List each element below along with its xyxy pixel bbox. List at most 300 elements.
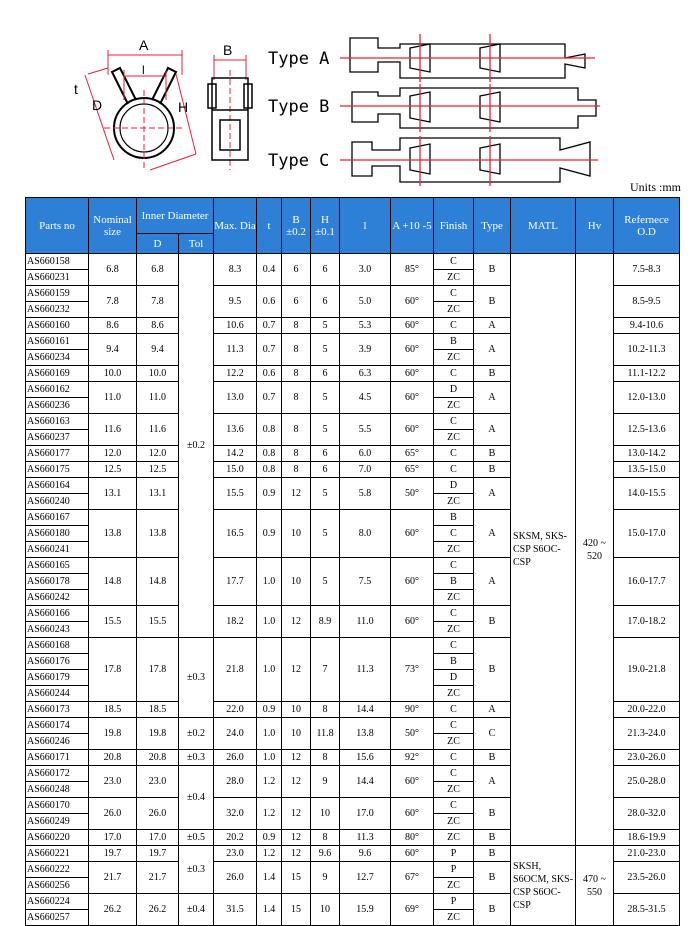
b-cell: 15 — [282, 862, 311, 894]
h-cell: 5 — [311, 334, 340, 366]
material-cell: SKSM, SKS-CSP S6OC-CSP — [511, 254, 576, 846]
type-b-label: Type B — [268, 97, 330, 117]
max-dia-cell: 14.2 — [214, 446, 257, 462]
angle-cell: 67° — [391, 862, 434, 894]
thickness-cell: 1.2 — [257, 798, 282, 830]
inner-d-cell: 18.5 — [137, 702, 179, 718]
part-number-cell: AS660224 — [26, 894, 89, 910]
finish-cell: B — [434, 510, 474, 526]
finish-cell: ZC — [434, 430, 474, 446]
h-cell: 10 — [311, 798, 340, 830]
b-cell: 10 — [282, 702, 311, 718]
reference-od-cell: 9.4-10.6 — [614, 318, 680, 334]
finish-cell: C — [434, 558, 474, 574]
nominal-size-cell: 14.8 — [89, 558, 137, 606]
thickness-cell: 0.7 — [257, 318, 282, 334]
b-cell: 6 — [282, 286, 311, 318]
max-dia-cell: 13.6 — [214, 414, 257, 446]
finish-cell: D — [434, 670, 474, 686]
part-number-cell: AS660171 — [26, 750, 89, 766]
max-dia-cell: 9.5 — [214, 286, 257, 318]
type-cell: B — [474, 894, 511, 926]
reference-od-cell: 11.1-12.2 — [614, 366, 680, 382]
angle-cell: 60° — [391, 846, 434, 862]
angle-cell: 50° — [391, 478, 434, 510]
type-cell: B — [474, 254, 511, 286]
type-a-strip — [340, 34, 595, 82]
finish-cell: C — [434, 750, 474, 766]
inner-d-cell: 23.0 — [137, 766, 179, 798]
h-cell: 6 — [311, 286, 340, 318]
max-dia-cell: 12.2 — [214, 366, 257, 382]
b-cell: 15 — [282, 894, 311, 926]
part-number-cell: AS660173 — [26, 702, 89, 718]
finish-cell: ZC — [434, 270, 474, 286]
finish-cell: C — [434, 414, 474, 430]
h-cell: 5 — [311, 382, 340, 414]
clamp-technical-drawing — [0, 0, 699, 190]
b-cell: 10 — [282, 510, 311, 558]
thickness-cell: 0.7 — [257, 382, 282, 414]
type-cell: A — [474, 766, 511, 798]
b-cell: 12 — [282, 766, 311, 798]
dim-label-l: l — [142, 63, 145, 77]
nominal-size-cell: 6.8 — [89, 254, 137, 286]
type-cell: A — [474, 702, 511, 718]
type-c-strip — [340, 136, 598, 186]
reference-od-cell: 17.0-18.2 — [614, 606, 680, 638]
h-cell: 9.6 — [311, 846, 340, 862]
type-cell: B — [474, 862, 511, 894]
inner-d-cell: 8.6 — [137, 318, 179, 334]
finish-cell: C — [434, 318, 474, 334]
col-parts-no: Parts no — [26, 198, 89, 254]
finish-cell: P — [434, 862, 474, 878]
nominal-size-cell: 23.0 — [89, 766, 137, 798]
h-cell: 7 — [311, 638, 340, 702]
b-cell: 10 — [282, 558, 311, 606]
table-body — [26, 254, 680, 926]
finish-cell: ZC — [434, 814, 474, 830]
finish-cell: ZC — [434, 398, 474, 414]
max-dia-cell: 10.6 — [214, 318, 257, 334]
part-number-cell: AS660166 — [26, 606, 89, 622]
l-cell: 3.0 — [340, 254, 391, 286]
angle-cell: 73° — [391, 638, 434, 702]
col-b: B ±0.2 — [282, 198, 311, 254]
angle-cell: 60° — [391, 510, 434, 558]
thickness-cell: 0.8 — [257, 462, 282, 478]
finish-cell: C — [434, 798, 474, 814]
type-cell: B — [474, 446, 511, 462]
h-cell: 10 — [311, 894, 340, 926]
max-dia-cell: 28.0 — [214, 766, 257, 798]
hardness-cell: 470 ~ 550 — [576, 846, 614, 926]
finish-cell: B — [434, 574, 474, 590]
col-hv: Hv — [576, 198, 614, 254]
angle-cell: 90° — [391, 702, 434, 718]
finish-cell: ZC — [434, 350, 474, 366]
reference-od-cell: 23.0-26.0 — [614, 750, 680, 766]
part-number-cell: AS660248 — [26, 782, 89, 798]
type-cell: B — [474, 830, 511, 846]
type-cell: B — [474, 366, 511, 382]
tolerance-cell: ±0.4 — [179, 894, 214, 926]
part-number-cell: AS660174 — [26, 718, 89, 734]
h-cell: 9 — [311, 766, 340, 798]
tolerance-cell: ±0.3 — [179, 846, 214, 894]
h-cell: 8 — [311, 702, 340, 718]
nominal-size-cell: 8.6 — [89, 318, 137, 334]
angle-cell: 60° — [391, 558, 434, 606]
type-cell: A — [474, 334, 511, 366]
inner-d-cell: 21.7 — [137, 862, 179, 894]
dim-label-h: H — [178, 99, 189, 115]
l-cell: 6.3 — [340, 366, 391, 382]
finish-cell: ZC — [434, 830, 474, 846]
l-cell: 3.9 — [340, 334, 391, 366]
h-cell: 11.8 — [311, 718, 340, 750]
l-cell: 12.7 — [340, 862, 391, 894]
inner-d-cell: 15.5 — [137, 606, 179, 638]
reference-od-cell: 21.0-23.0 — [614, 846, 680, 862]
angle-cell: 85° — [391, 254, 434, 286]
inner-d-cell: 12.0 — [137, 446, 179, 462]
l-cell: 15.9 — [340, 894, 391, 926]
finish-cell: C — [434, 718, 474, 734]
l-cell: 7.5 — [340, 558, 391, 606]
reference-od-cell: 12.5-13.6 — [614, 414, 680, 446]
max-dia-cell: 20.2 — [214, 830, 257, 846]
part-number-cell: AS660165 — [26, 558, 89, 574]
reference-od-cell: 25.0-28.0 — [614, 766, 680, 798]
dim-label-a: A — [139, 37, 149, 53]
col-finish: Finish — [434, 198, 474, 254]
part-number-cell: AS660169 — [26, 366, 89, 382]
part-number-cell: AS660159 — [26, 286, 89, 302]
b-cell: 8 — [282, 446, 311, 462]
nominal-size-cell: 12.0 — [89, 446, 137, 462]
h-cell: 9 — [311, 862, 340, 894]
angle-cell: 65° — [391, 462, 434, 478]
thickness-cell: 1.4 — [257, 862, 282, 894]
b-cell: 12 — [282, 846, 311, 862]
tolerance-cell: ±0.2 — [179, 254, 214, 638]
reference-od-cell: 15.0-17.0 — [614, 510, 680, 558]
angle-cell: 80° — [391, 830, 434, 846]
part-number-cell: AS660167 — [26, 510, 89, 526]
nominal-size-cell: 26.0 — [89, 798, 137, 830]
tolerance-cell: ±0.3 — [179, 750, 214, 766]
finish-cell: ZC — [434, 590, 474, 606]
inner-d-cell: 11.0 — [137, 382, 179, 414]
thickness-cell: 0.6 — [257, 286, 282, 318]
inner-d-cell: 9.4 — [137, 334, 179, 366]
h-cell: 5 — [311, 318, 340, 334]
l-cell: 5.0 — [340, 286, 391, 318]
h-cell: 6 — [311, 462, 340, 478]
inner-d-cell: 19.7 — [137, 846, 179, 862]
b-cell: 12 — [282, 478, 311, 510]
nominal-size-cell: 17.8 — [89, 638, 137, 702]
max-dia-cell: 13.0 — [214, 382, 257, 414]
tolerance-cell: ±0.2 — [179, 718, 214, 750]
finish-cell: ZC — [434, 302, 474, 318]
part-number-cell: AS660244 — [26, 686, 89, 702]
finish-cell: B — [434, 654, 474, 670]
thickness-cell: 0.9 — [257, 478, 282, 510]
b-cell: 8 — [282, 382, 311, 414]
type-labels — [268, 49, 329, 171]
max-dia-cell: 31.5 — [214, 894, 257, 926]
h-cell: 6 — [311, 446, 340, 462]
tolerance-cell: ±0.4 — [179, 766, 214, 830]
thickness-cell: 1.2 — [257, 766, 282, 798]
inner-d-cell: 7.8 — [137, 286, 179, 318]
max-dia-cell: 26.0 — [214, 750, 257, 766]
finish-cell: ZC — [434, 686, 474, 702]
finish-cell: C — [434, 638, 474, 654]
part-number-cell: AS660162 — [26, 382, 89, 398]
angle-cell: 60° — [391, 334, 434, 366]
nominal-size-cell: 19.8 — [89, 718, 137, 750]
part-number-cell: AS660164 — [26, 478, 89, 494]
l-cell: 17.0 — [340, 798, 391, 830]
reference-od-cell: 12.0-13.0 — [614, 382, 680, 414]
h-cell: 5 — [311, 558, 340, 606]
nominal-size-cell: 18.5 — [89, 702, 137, 718]
inner-d-cell: 12.5 — [137, 462, 179, 478]
thickness-cell: 1.0 — [257, 638, 282, 702]
l-cell: 11.3 — [340, 830, 391, 846]
b-cell: 12 — [282, 606, 311, 638]
max-dia-cell: 26.0 — [214, 862, 257, 894]
col-tol: Tol — [179, 234, 214, 254]
thickness-cell: 0.6 — [257, 366, 282, 382]
thickness-cell: 1.0 — [257, 606, 282, 638]
l-cell: 15.6 — [340, 750, 391, 766]
l-cell: 5.3 — [340, 318, 391, 334]
nominal-size-cell: 17.0 — [89, 830, 137, 846]
part-number-cell: AS660161 — [26, 334, 89, 350]
b-cell: 8 — [282, 318, 311, 334]
thickness-cell: 0.4 — [257, 254, 282, 286]
col-h: H ±0.1 — [311, 198, 340, 254]
reference-od-cell: 13.0-14.2 — [614, 446, 680, 462]
col-l: l — [340, 198, 391, 254]
type-cell: B — [474, 846, 511, 862]
nominal-size-cell: 26.2 — [89, 894, 137, 926]
angle-cell: 60° — [391, 318, 434, 334]
nominal-size-cell: 12.5 — [89, 462, 137, 478]
finish-cell: C — [434, 766, 474, 782]
dim-label-d: D — [92, 97, 103, 113]
h-cell: 5 — [311, 414, 340, 446]
h-cell: 8 — [311, 750, 340, 766]
nominal-size-cell: 19.7 — [89, 846, 137, 862]
l-cell: 14.4 — [340, 702, 391, 718]
h-cell: 5 — [311, 478, 340, 510]
table-row — [26, 846, 680, 862]
type-c-label: Type C — [268, 151, 330, 171]
b-cell: 8 — [282, 462, 311, 478]
inner-d-cell: 17.0 — [137, 830, 179, 846]
reference-od-cell: 18.6-19.9 — [614, 830, 680, 846]
finish-cell: C — [434, 446, 474, 462]
part-number-cell: AS660178 — [26, 574, 89, 590]
nominal-size-cell: 11.6 — [89, 414, 137, 446]
finish-cell: ZC — [434, 910, 474, 926]
max-dia-cell: 32.0 — [214, 798, 257, 830]
inner-d-cell: 6.8 — [137, 254, 179, 286]
finish-cell: ZC — [434, 878, 474, 894]
col-max-dia: Max. Dia — [214, 198, 257, 254]
type-cell: A — [474, 414, 511, 446]
max-dia-cell: 21.8 — [214, 638, 257, 702]
l-cell: 14.4 — [340, 766, 391, 798]
parts-spec-table — [25, 197, 680, 926]
part-number-cell: AS660176 — [26, 654, 89, 670]
part-number-cell: AS660177 — [26, 446, 89, 462]
reference-od-cell: 7.5-8.3 — [614, 254, 680, 286]
b-cell: 12 — [282, 830, 311, 846]
max-dia-cell: 17.7 — [214, 558, 257, 606]
max-dia-cell: 23.0 — [214, 846, 257, 862]
finish-cell: P — [434, 846, 474, 862]
angle-cell: 60° — [391, 382, 434, 414]
angle-cell: 60° — [391, 606, 434, 638]
reference-od-cell: 28.5-31.5 — [614, 894, 680, 926]
finish-cell: D — [434, 478, 474, 494]
h-cell: 5 — [311, 510, 340, 558]
finish-cell: P — [434, 894, 474, 910]
type-cell: B — [474, 750, 511, 766]
thickness-cell: 1.2 — [257, 846, 282, 862]
angle-cell: 60° — [391, 766, 434, 798]
inner-d-cell: 10.0 — [137, 366, 179, 382]
type-cell: B — [474, 286, 511, 318]
l-cell: 8.0 — [340, 510, 391, 558]
max-dia-cell: 15.0 — [214, 462, 257, 478]
nominal-size-cell: 13.1 — [89, 478, 137, 510]
nominal-size-cell: 20.8 — [89, 750, 137, 766]
dim-label-b: B — [223, 42, 233, 58]
type-a-label: Type A — [268, 49, 330, 69]
reference-od-cell: 13.5-15.0 — [614, 462, 680, 478]
angle-cell: 50° — [391, 718, 434, 750]
reference-od-cell: 16.0-17.7 — [614, 558, 680, 606]
finish-cell: ZC — [434, 782, 474, 798]
part-number-cell: AS660163 — [26, 414, 89, 430]
dim-label-t: t — [74, 81, 78, 97]
reference-od-cell: 28.0-32.0 — [614, 798, 680, 830]
thickness-cell: 0.9 — [257, 830, 282, 846]
part-number-cell: AS660241 — [26, 542, 89, 558]
part-number-cell: AS660168 — [26, 638, 89, 654]
units-label: Units :mm — [629, 180, 681, 194]
l-cell: 7.0 — [340, 462, 391, 478]
finish-cell: C — [434, 606, 474, 622]
finish-cell: C — [434, 526, 474, 542]
max-dia-cell: 22.0 — [214, 702, 257, 718]
hardness-cell: 420 ~ 520 — [576, 254, 614, 846]
nominal-size-cell: 9.4 — [89, 334, 137, 366]
part-number-cell: AS660179 — [26, 670, 89, 686]
nominal-size-cell: 7.8 — [89, 286, 137, 318]
col-inner-diameter: Inner Diameter — [137, 198, 214, 234]
part-number-cell: AS660220 — [26, 830, 89, 846]
type-cell: A — [474, 478, 511, 510]
part-number-cell: AS660222 — [26, 862, 89, 878]
part-number-cell: AS660257 — [26, 910, 89, 926]
col-type: Type — [474, 198, 511, 254]
l-cell: 5.8 — [340, 478, 391, 510]
inner-d-cell: 19.8 — [137, 718, 179, 750]
table-header — [26, 198, 680, 254]
l-cell: 11.3 — [340, 638, 391, 702]
inner-d-cell: 14.8 — [137, 558, 179, 606]
type-cell: B — [474, 638, 511, 702]
finish-cell: D — [434, 382, 474, 398]
reference-od-cell: 10.2-11.3 — [614, 334, 680, 366]
angle-cell: 69° — [391, 894, 434, 926]
l-cell: 4.5 — [340, 382, 391, 414]
type-cell: B — [474, 462, 511, 478]
part-number-cell: AS660170 — [26, 798, 89, 814]
part-number-cell: AS660243 — [26, 622, 89, 638]
finish-cell: C — [434, 286, 474, 302]
part-number-cell: AS660172 — [26, 766, 89, 782]
max-dia-cell: 18.2 — [214, 606, 257, 638]
finish-cell: C — [434, 702, 474, 718]
tolerance-cell: ±0.3 — [179, 638, 214, 718]
h-cell: 8.9 — [311, 606, 340, 638]
h-cell: 6 — [311, 254, 340, 286]
part-number-cell: AS660246 — [26, 734, 89, 750]
part-number-cell: AS660256 — [26, 878, 89, 894]
thickness-cell: 0.8 — [257, 446, 282, 462]
b-cell: 12 — [282, 750, 311, 766]
nominal-size-cell: 11.0 — [89, 382, 137, 414]
type-cell: A — [474, 510, 511, 558]
thickness-cell: 1.4 — [257, 894, 282, 926]
max-dia-cell: 24.0 — [214, 718, 257, 750]
thickness-cell: 0.8 — [257, 414, 282, 446]
type-cell: C — [474, 718, 511, 750]
part-number-cell: AS660234 — [26, 350, 89, 366]
finish-cell: ZC — [434, 734, 474, 750]
part-number-cell: AS660240 — [26, 494, 89, 510]
part-number-cell: AS660221 — [26, 846, 89, 862]
part-number-cell: AS660232 — [26, 302, 89, 318]
max-dia-cell: 8.3 — [214, 254, 257, 286]
thickness-cell: 0.7 — [257, 334, 282, 366]
thickness-cell: 1.0 — [257, 718, 282, 750]
l-cell: 11.0 — [340, 606, 391, 638]
angle-cell: 60° — [391, 414, 434, 446]
nominal-size-cell: 15.5 — [89, 606, 137, 638]
b-cell: 8 — [282, 334, 311, 366]
thickness-cell: 1.0 — [257, 750, 282, 766]
l-cell: 13.8 — [340, 718, 391, 750]
col-a: A +10 -5 — [391, 198, 434, 254]
finish-cell: C — [434, 462, 474, 478]
col-matl: MATL — [511, 198, 576, 254]
part-number-cell: AS660160 — [26, 318, 89, 334]
inner-d-cell: 26.0 — [137, 798, 179, 830]
type-cell: A — [474, 318, 511, 334]
part-number-cell: AS660175 — [26, 462, 89, 478]
